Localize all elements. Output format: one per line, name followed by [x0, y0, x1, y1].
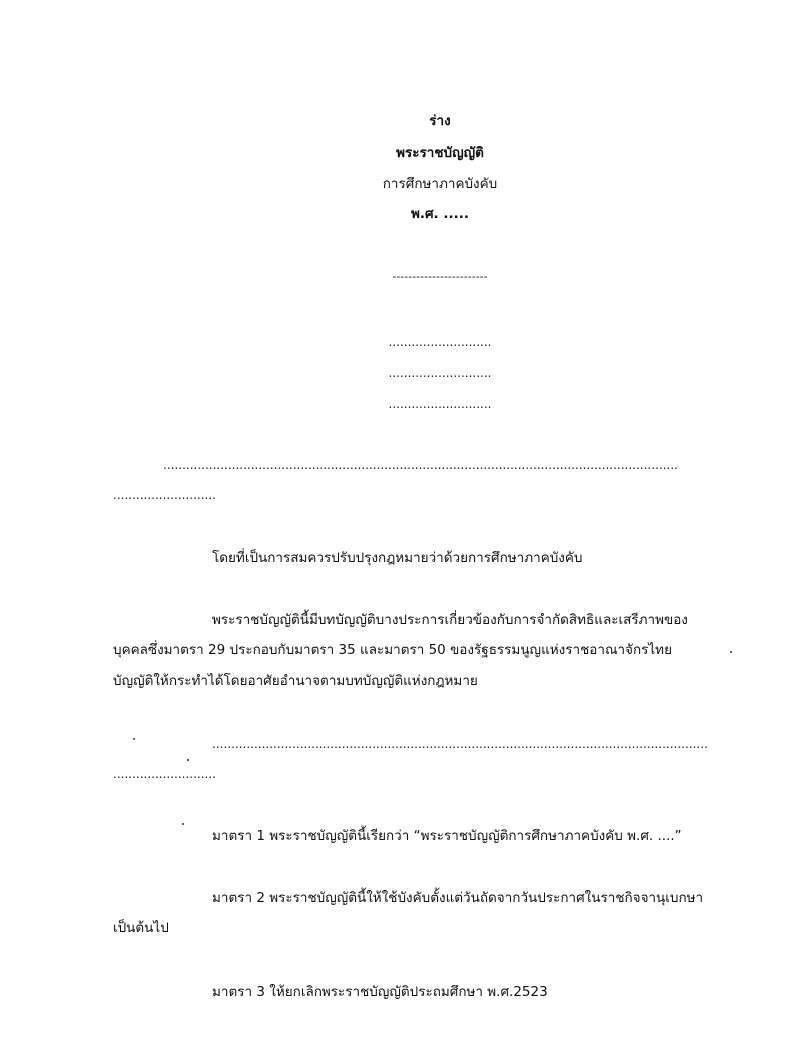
scan-speck [182, 823, 184, 825]
section-1-text: มาตรา 1 พระราชบัญญัตินี้เรียกว่า “พระราชบัญญัติการศึกษาภาคบังคับ พ.ศ. ....” [212, 828, 682, 844]
preamble-text: โดยที่เป็นการสมควรปรับปรุงกฎหมายว่าด้วยการศึกษาภาคบังคับ [212, 550, 583, 566]
limitation-line-1: พระราชบัญญัตินี้มีบทบัญญัติบางประการเกี่ยวข้องกับการจำกัดสิทธิและเสรีภาพของ [212, 612, 688, 628]
blank-paragraph-1-line-2: ........................... [113, 488, 216, 502]
scan-speck [730, 651, 732, 653]
draft-label: ร่าง [429, 113, 451, 129]
blank-paragraph-1-line-1: ....................................................................................................................................... [163, 458, 678, 472]
blank-line-center-1: ........................... [388, 335, 492, 349]
scan-speck [133, 738, 135, 740]
blank-paragraph-2-line-1: .................................................................................................................................. [212, 737, 708, 751]
blank-line-center-3: ........................... [388, 397, 492, 411]
limitation-line-2: บุคคลซึ่งมาตรา 29 ประกอบกับมาตรา 35 และมาตรา 50 ของรัฐธรรมนูญแห่งราชอาณาจักรไทย [113, 642, 672, 658]
act-title: การศึกษาภาคบังคับ [382, 176, 498, 192]
blank-paragraph-2-line-2: ........................... [113, 767, 216, 781]
section-2-line-2: เป็นต้นไป [113, 920, 169, 936]
scan-speck [187, 759, 189, 761]
act-heading: พระราชบัญญัติ [396, 145, 484, 161]
section-2-line-1: มาตรา 2 พระราชบัญญัตินี้ให้ใช้บังคับตั้งแต่วันถัดจากวันประกาศในราชกิจจานุเบกษา [212, 890, 704, 906]
blank-line-center-2: ........................... [388, 366, 492, 380]
separator-line: ------------------------ [392, 270, 488, 283]
act-year: พ.ศ. ..... [410, 206, 470, 222]
limitation-line-3: บัญญัติให้กระทำได้โดยอาศัยอำนาจตามบทบัญญัติแห่งกฎหมาย [113, 673, 478, 689]
section-3-text: มาตรา 3 ให้ยกเลิกพระราชบัญญัติประถมศึกษา พ.ศ.2523 [212, 984, 548, 1000]
